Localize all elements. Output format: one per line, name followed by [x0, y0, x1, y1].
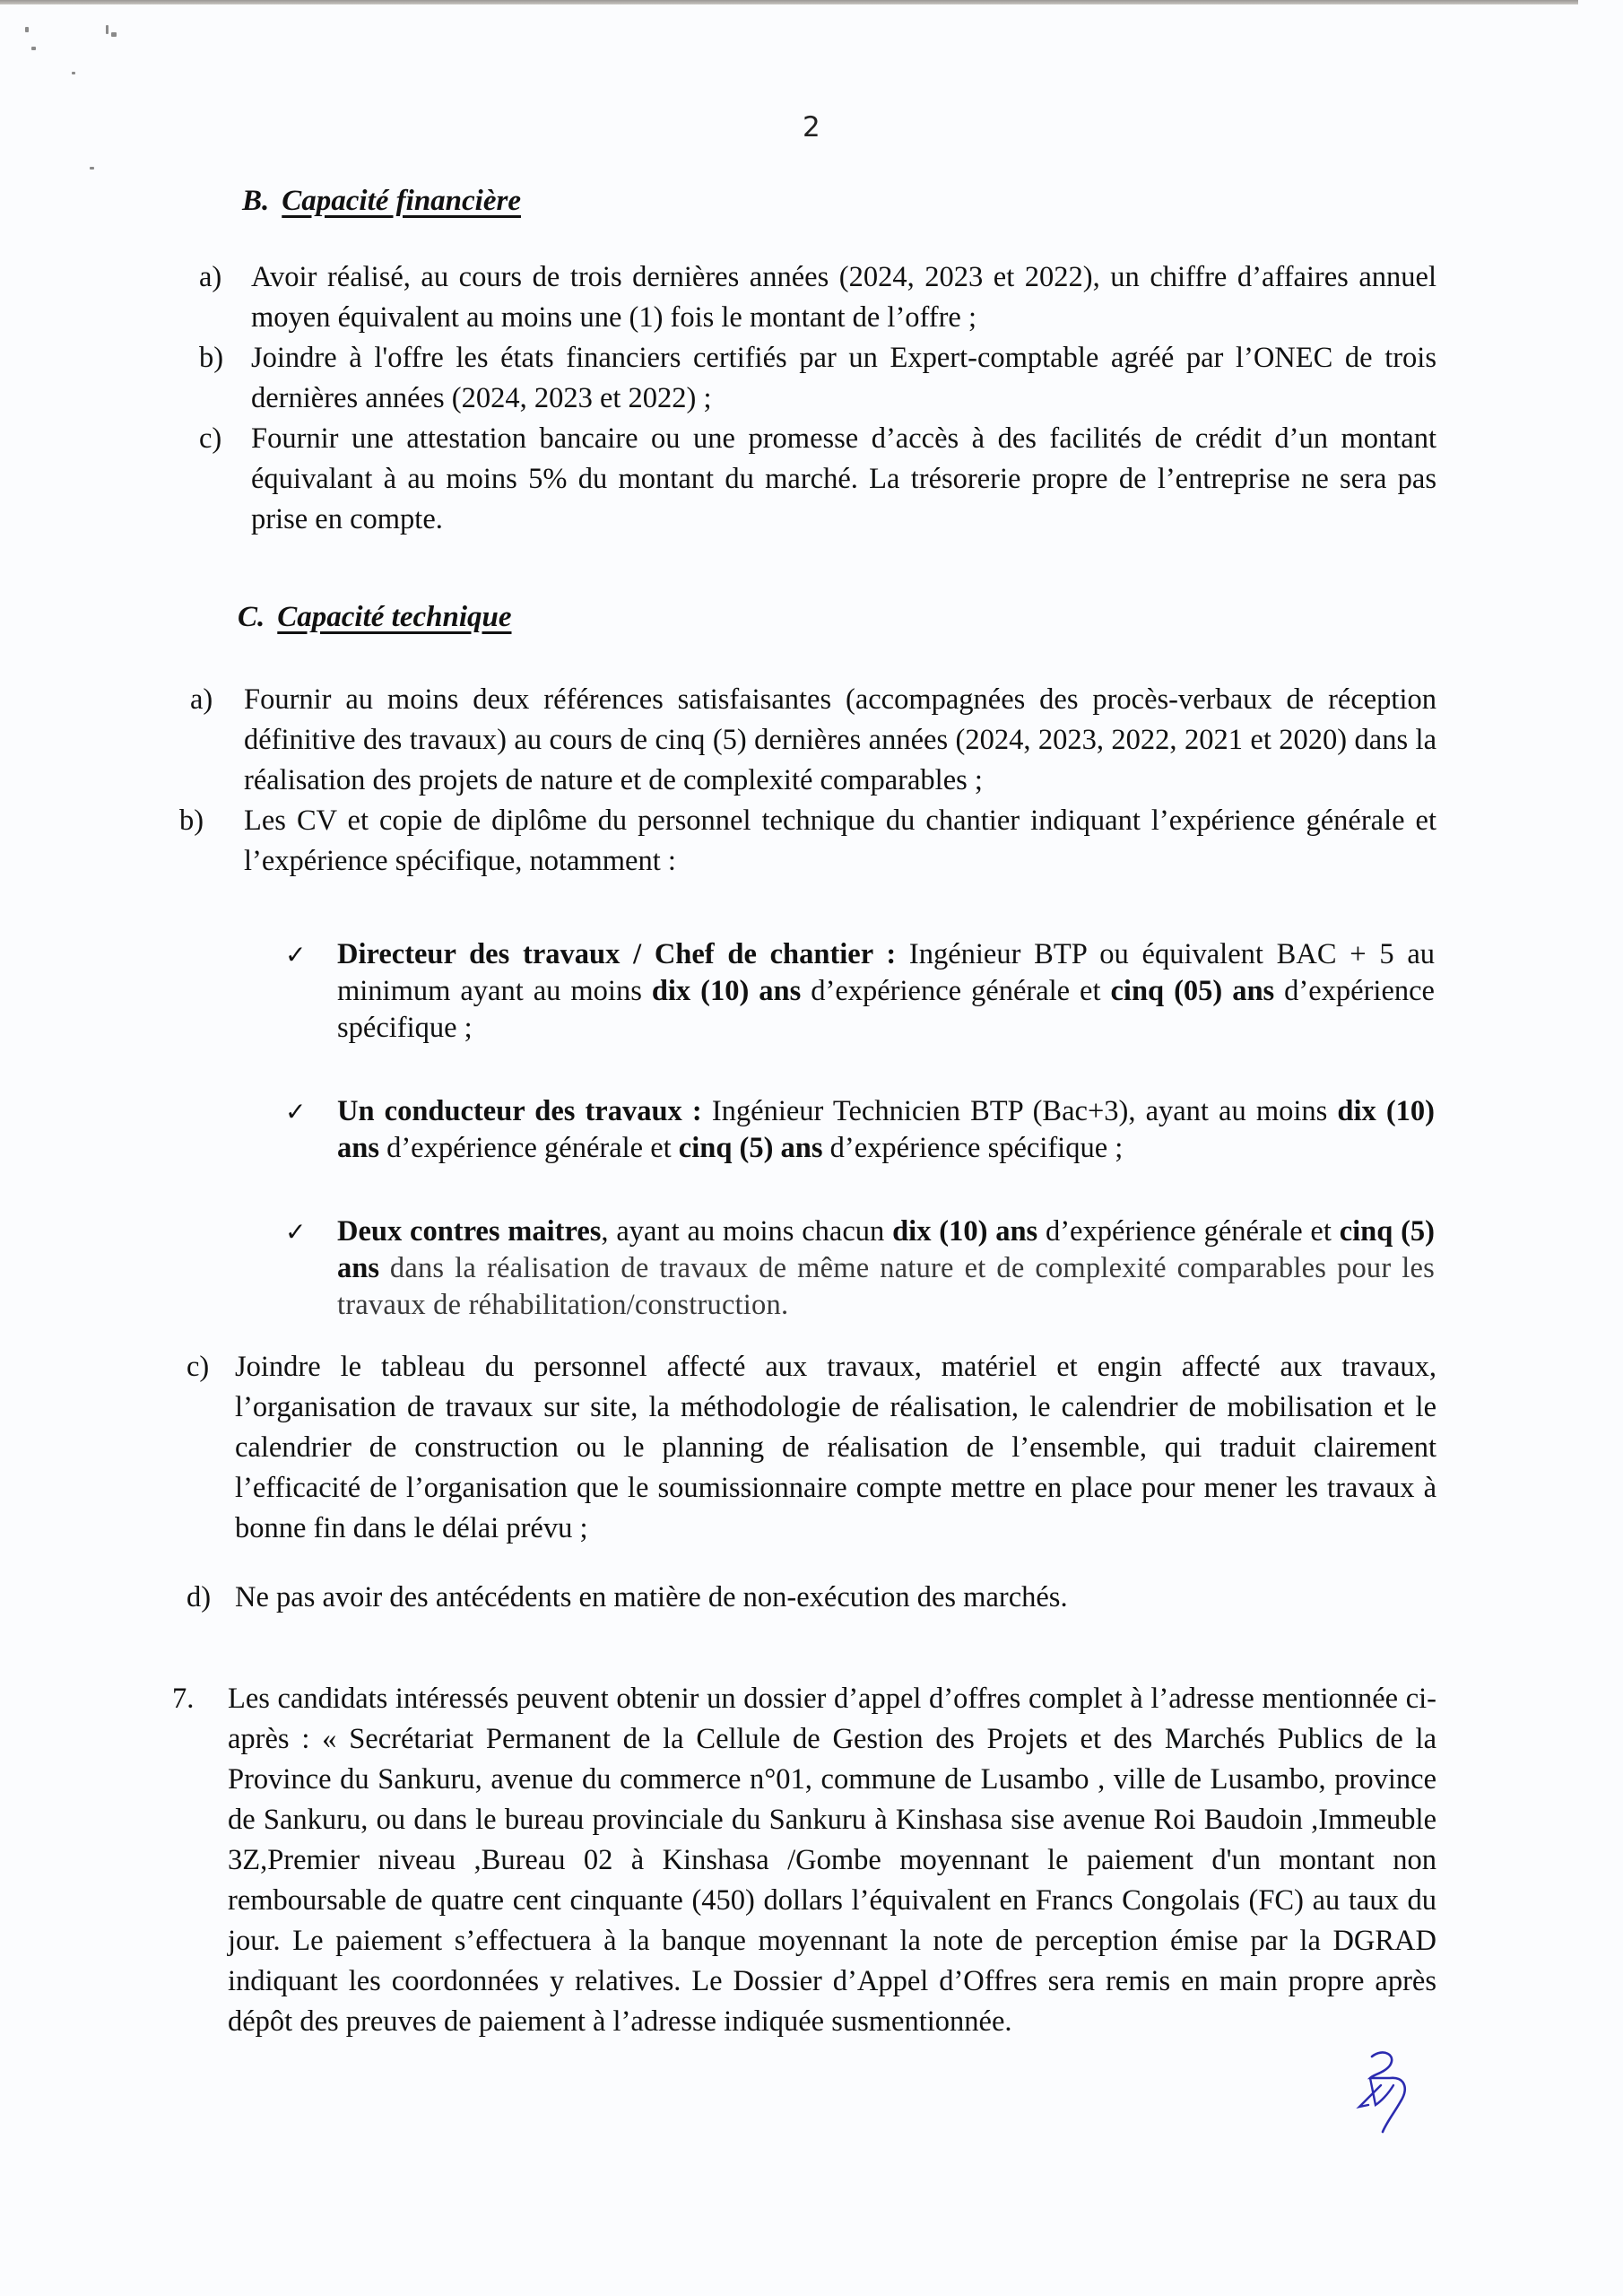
- personnel-checklist: [285, 936, 1435, 1324]
- scan-top-edge: [0, 0, 1578, 4]
- item-label: d): [187, 1581, 212, 1613]
- item-text: Joindre à l'offre les états financiers certifiés par un Expert-comptable agréé par l’ONEC de trois dernières années (2024, 2023 et 2022) ;: [251, 342, 1436, 414]
- checklist-item: [285, 1093, 1435, 1167]
- role-emphasis: dix (10) ans: [651, 975, 802, 1007]
- item-label: a): [190, 683, 213, 716]
- section-title: Capacité financière: [282, 185, 521, 217]
- role-emphasis: dix (10) ans: [337, 1095, 1436, 1164]
- list-item: [179, 801, 1436, 882]
- item-label: b): [179, 804, 204, 837]
- section-7-paragraph: [172, 1679, 1436, 2042]
- section-letter: C.: [238, 601, 265, 633]
- role-emphasis: dix (10) ans: [892, 1215, 1038, 1248]
- role-emphasis: cinq (5) ans: [678, 1132, 823, 1164]
- scan-speck: [31, 47, 36, 50]
- role-title: Directeur des travaux / Chef de chantier :: [337, 938, 897, 970]
- role-text: , ayant au moins chacun: [601, 1215, 893, 1248]
- checklist-item: [285, 936, 1435, 1047]
- role-text: d’expérience spécifique ;: [337, 975, 1435, 1044]
- role-text: d’expérience spécifique ;: [822, 1132, 1124, 1164]
- item-text: Les CV et copie de diplôme du personnel technique du chantier indiquant l’expérience générale et l’expérience spécifique, notamment :: [244, 804, 1436, 877]
- role-text: d’expérience générale et: [801, 975, 1111, 1007]
- technical-requirements-list: [179, 680, 1436, 882]
- section-title: Capacité technique: [277, 601, 512, 633]
- item-text: Fournir au moins deux références satisfaisantes (accompagnées des procès-verbaux de réception définitive des travaux) au cours de cinq (5) dernières années (2024, 2023, 2022, 2021 et 2020) dans la réalisation des projets de nature et de complexité comparables ;: [244, 683, 1436, 796]
- checkmark-icon: ✓: [285, 1097, 307, 1126]
- role-title: Deux contres maitres: [337, 1215, 602, 1248]
- item-label: c): [187, 1351, 210, 1383]
- role-emphasis: cinq (5) ans: [337, 1215, 1436, 1284]
- role-text: Ingénieur Technicien BTP (Bac+3), ayant au moins: [701, 1095, 1338, 1127]
- scan-speck: [72, 72, 75, 74]
- list-item: [187, 1578, 1436, 1618]
- role-title: Un conducteur des travaux :: [337, 1095, 702, 1127]
- item-label: a): [199, 261, 222, 293]
- role-text: d’expérience générale et: [378, 1132, 679, 1164]
- financial-requirements-list: [199, 257, 1436, 540]
- list-item: [187, 1347, 1436, 1549]
- item-label: c): [199, 422, 222, 455]
- item-label: b): [199, 342, 224, 374]
- section-heading-financial: [242, 185, 521, 218]
- list-item: [190, 680, 1436, 801]
- scan-speck: [106, 25, 108, 34]
- item-text: Fournir une attestation bancaire ou une promesse d’accès à des facilités de crédit d’un montant équivalant à au moins 5% du montant du marché. La trésorerie propre de l’entreprise ne sera pas prise en compte.: [251, 422, 1436, 535]
- list-item: [199, 419, 1436, 540]
- scan-speck: [25, 27, 29, 32]
- item-text: Avoir réalisé, au cours de trois dernières années (2024, 2023 et 2022), un chiffre d’affaires annuel moyen équivalent au moins une (1) fois le montant de l’offre ;: [251, 261, 1436, 334]
- list-item: [172, 1679, 1436, 2042]
- list-item: [199, 257, 1436, 338]
- checkmark-icon: ✓: [285, 940, 307, 970]
- role-text: dans la réalisation de travaux de même nature et de complexité comparables pour les travaux de réhabilitation/construction.: [337, 1252, 1435, 1321]
- item-text: Les candidats intéressés peuvent obtenir un dossier d’appel d’offres complet à l’adresse mentionnée ci-après : « Secrétariat Permanent de la Cellule de Gestion des Projets et des Marchés Publics de la Province du Sankuru, avenue du commerce n°01, commune de Lusambo , ville de Lusambo, province de Sankuru, ou dans le bureau provinciale du Sankuru à Kinshasa sise avenue Roi Baudoin ,Immeuble 3Z,Premier niveau ,Bureau 02 à Kinshasa /Gombe moyennant le paiement d'un montant non remboursable de quatre cent cinquante (450) dollars l’équivalent en Francs Congolais (FC) au taux du jour. Le paiement s’effectuera à la banque moyennant la note de perception émise par la DGRAD indiquant les coordonnées y relatives. Le Dossier d’Appel d’Offres sera remis en main propre après dépôt des preuves de paiement à l’adresse indiquée susmentionnée.: [228, 1683, 1436, 2038]
- section-letter: B.: [242, 185, 270, 217]
- scan-speck: [111, 32, 117, 37]
- item-label: 7.: [172, 1683, 195, 1715]
- page-number: 2: [803, 111, 820, 144]
- role-text: d’expérience générale et: [1037, 1215, 1340, 1248]
- scan-speck: [90, 167, 94, 170]
- item-text: Ne pas avoir des antécédents en matière de non-exécution des marchés.: [235, 1581, 1068, 1613]
- role-text: Ingénieur BTP ou équivalent BAC + 5 au minimum ayant au moins: [337, 938, 1435, 1007]
- handwritten-initials: [1354, 2049, 1426, 2139]
- section-heading-technical: [238, 601, 512, 634]
- item-text: Joindre le tableau du personnel affecté aux travaux, matériel et engin affecté aux travaux, l’organisation de travaux sur site, la méthodologie de réalisation, le calendrier de mobilisation et le calendrier de construction ou le planning de réalisation de l’ensemble, qui traduit clairement l’efficacité de l’organisation que le soumissionnaire compte mettre en place pour mener les travaux à bonne fin dans le délai prévu ;: [235, 1351, 1436, 1544]
- technical-requirements-list-continued: [187, 1347, 1436, 1618]
- checklist-item: [285, 1213, 1435, 1324]
- checkmark-icon: ✓: [285, 1217, 307, 1247]
- list-item: [199, 338, 1436, 419]
- role-emphasis: cinq (05) ans: [1110, 975, 1275, 1007]
